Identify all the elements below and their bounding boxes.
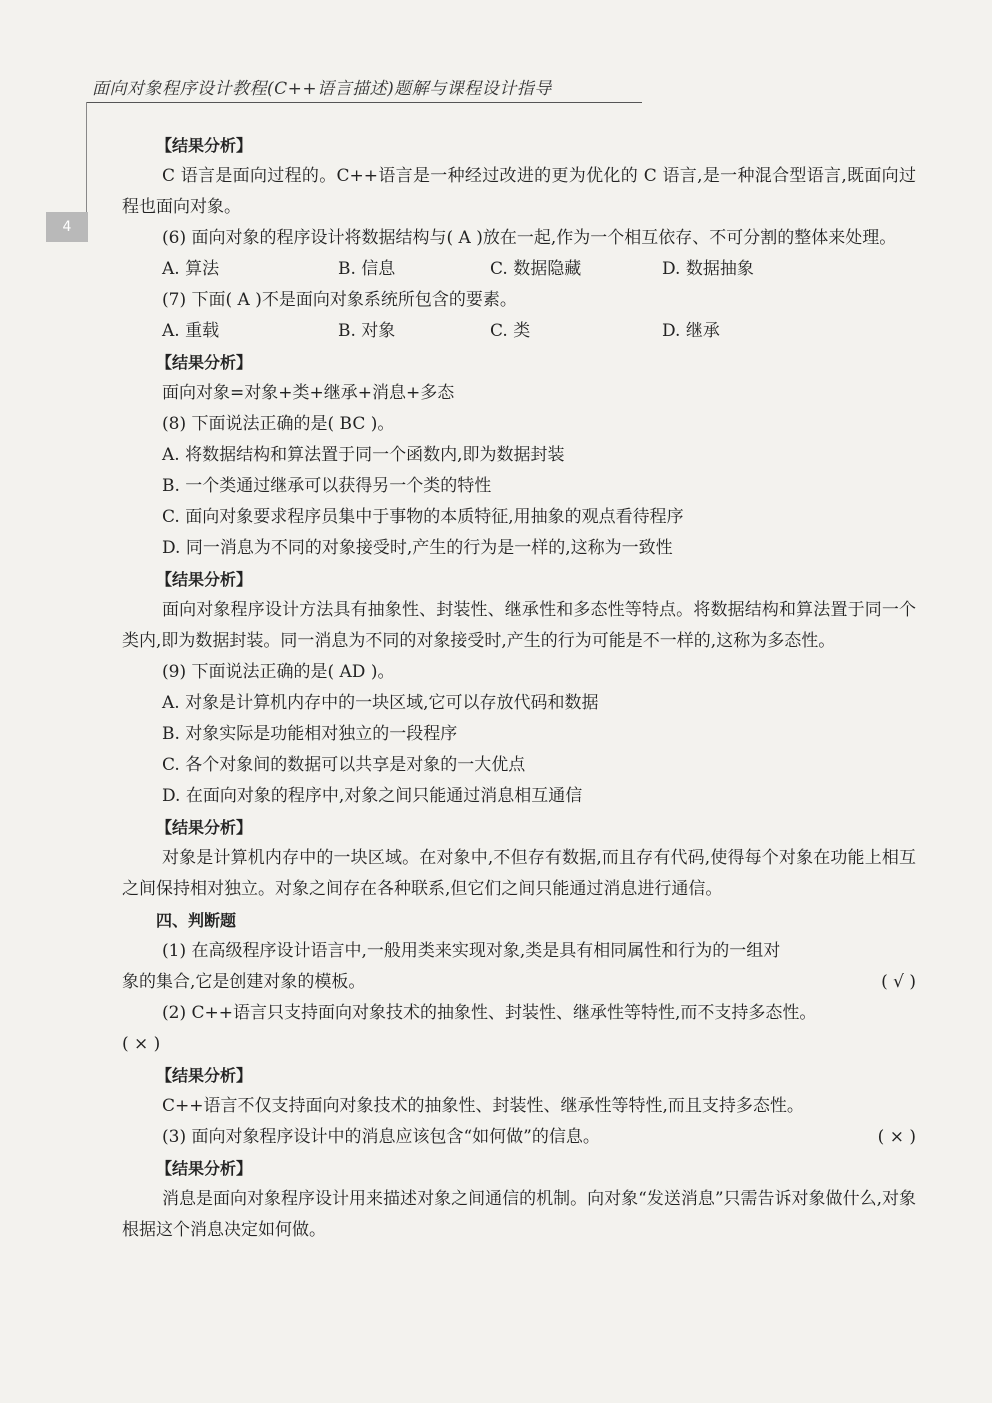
choice-option: A. 对象是计算机内存中的一块区域,它可以存放代码和数据	[162, 693, 599, 713]
choice-option: A. 重载	[162, 321, 220, 341]
paragraph: C++语言不仅支持面向对象技术的抽象性、封装性、继承性等特性,而且支持多态性。	[162, 1096, 804, 1116]
page-number-tab: 4	[46, 212, 88, 242]
judgement-text: 象的集合,它是创建对象的模板。	[122, 972, 366, 992]
choice-option: C. 数据隐藏	[490, 259, 582, 279]
section-heading: 【结果分析】	[156, 1066, 253, 1085]
choice-option: C. 各个对象间的数据可以共享是对象的一大优点	[162, 755, 526, 775]
section-heading: 【结果分析】	[156, 1159, 253, 1178]
paragraph: 消息是面向对象程序设计用来描述对象之间通信的机制。向对象“发送消息”只需告诉对象做什么,对象根据这个消息决定如何做。	[122, 1189, 916, 1240]
judgement-text: (3) 面向对象程序设计中的消息应该包含“如何做”的信息。	[162, 1127, 600, 1147]
choice-options-row	[122, 254, 916, 285]
paragraph: (8) 下面说法正确的是( BC )。	[162, 414, 395, 434]
choice-options-row	[122, 316, 916, 347]
judgement-mark: ( × )	[877, 1127, 916, 1147]
header-side-rule	[86, 102, 87, 212]
running-header: 面向对象程序设计教程(C++语言描述)题解与课程设计指导	[92, 79, 552, 99]
section-heading: 【结果分析】	[156, 818, 253, 837]
choice-option: D. 数据抽象	[662, 259, 754, 279]
page-body	[122, 130, 916, 1246]
judgement-mark: ( √ )	[881, 972, 916, 992]
section-heading: 四、判断题	[156, 911, 237, 930]
section-heading: 【结果分析】	[156, 136, 253, 155]
paragraph: (6) 面向对象的程序设计将数据结构与( A )放在一起,作为一个相互依存、不可分割的整体来处理。	[162, 228, 897, 248]
paragraph: 面向对象=对象+类+继承+消息+多态	[162, 383, 455, 403]
choice-option: B. 对象	[338, 321, 396, 341]
choice-option: B. 对象实际是功能相对独立的一段程序	[162, 724, 458, 744]
judgement-line	[122, 1122, 916, 1153]
choice-option: D. 同一消息为不同的对象接受时,产生的行为是一样的,这称为一致性	[162, 538, 673, 558]
choice-option: C. 面向对象要求程序员集中于事物的本质特征,用抽象的观点看待程序	[162, 507, 684, 527]
paragraph: C 语言是面向过程的。C++语言是一种经过改进的更为优化的 C 语言,是一种混合型语言,既面向过程也面向对象。	[122, 166, 916, 217]
paragraph: (1) 在高级程序设计语言中,一般用类来实现对象,类是具有相同属性和行为的一组对	[162, 941, 781, 961]
choice-option: C. 类	[490, 321, 531, 341]
choice-option: A. 算法	[162, 259, 220, 279]
judgement-mark: ( × )	[122, 1034, 161, 1054]
choice-option: B. 信息	[338, 259, 396, 279]
choice-option: B. 一个类通过继承可以获得另一个类的特性	[162, 476, 492, 496]
paragraph: (9) 下面说法正确的是( AD )。	[162, 662, 395, 682]
paragraph: 对象是计算机内存中的一块区域。在对象中,不但存有数据,而且存有代码,使得每个对象在功能上相互之间保持相对独立。对象之间存在各种联系,但它们之间只能通过消息进行通信。	[122, 848, 916, 899]
section-heading: 【结果分析】	[156, 570, 253, 589]
section-heading: 【结果分析】	[156, 353, 253, 372]
header-rule	[86, 102, 642, 103]
paragraph: (7) 下面( A )不是面向对象系统所包含的要素。	[162, 290, 517, 310]
choice-option: D. 继承	[662, 321, 720, 341]
choice-option: A. 将数据结构和算法置于同一个函数内,即为数据封装	[162, 445, 565, 465]
paragraph: 面向对象程序设计方法具有抽象性、封装性、继承性和多态性等特点。将数据结构和算法置于同一个类内,即为数据封装。同一消息为不同的对象接受时,产生的行为可能是不一样的,这称为多态性。	[122, 600, 916, 651]
judgement-line	[122, 967, 916, 998]
paragraph: (2) C++语言只支持面向对象技术的抽象性、封装性、继承性等特性,而不支持多态性。	[162, 1003, 817, 1023]
choice-option: D. 在面向对象的程序中,对象之间只能通过消息相互通信	[162, 786, 583, 806]
